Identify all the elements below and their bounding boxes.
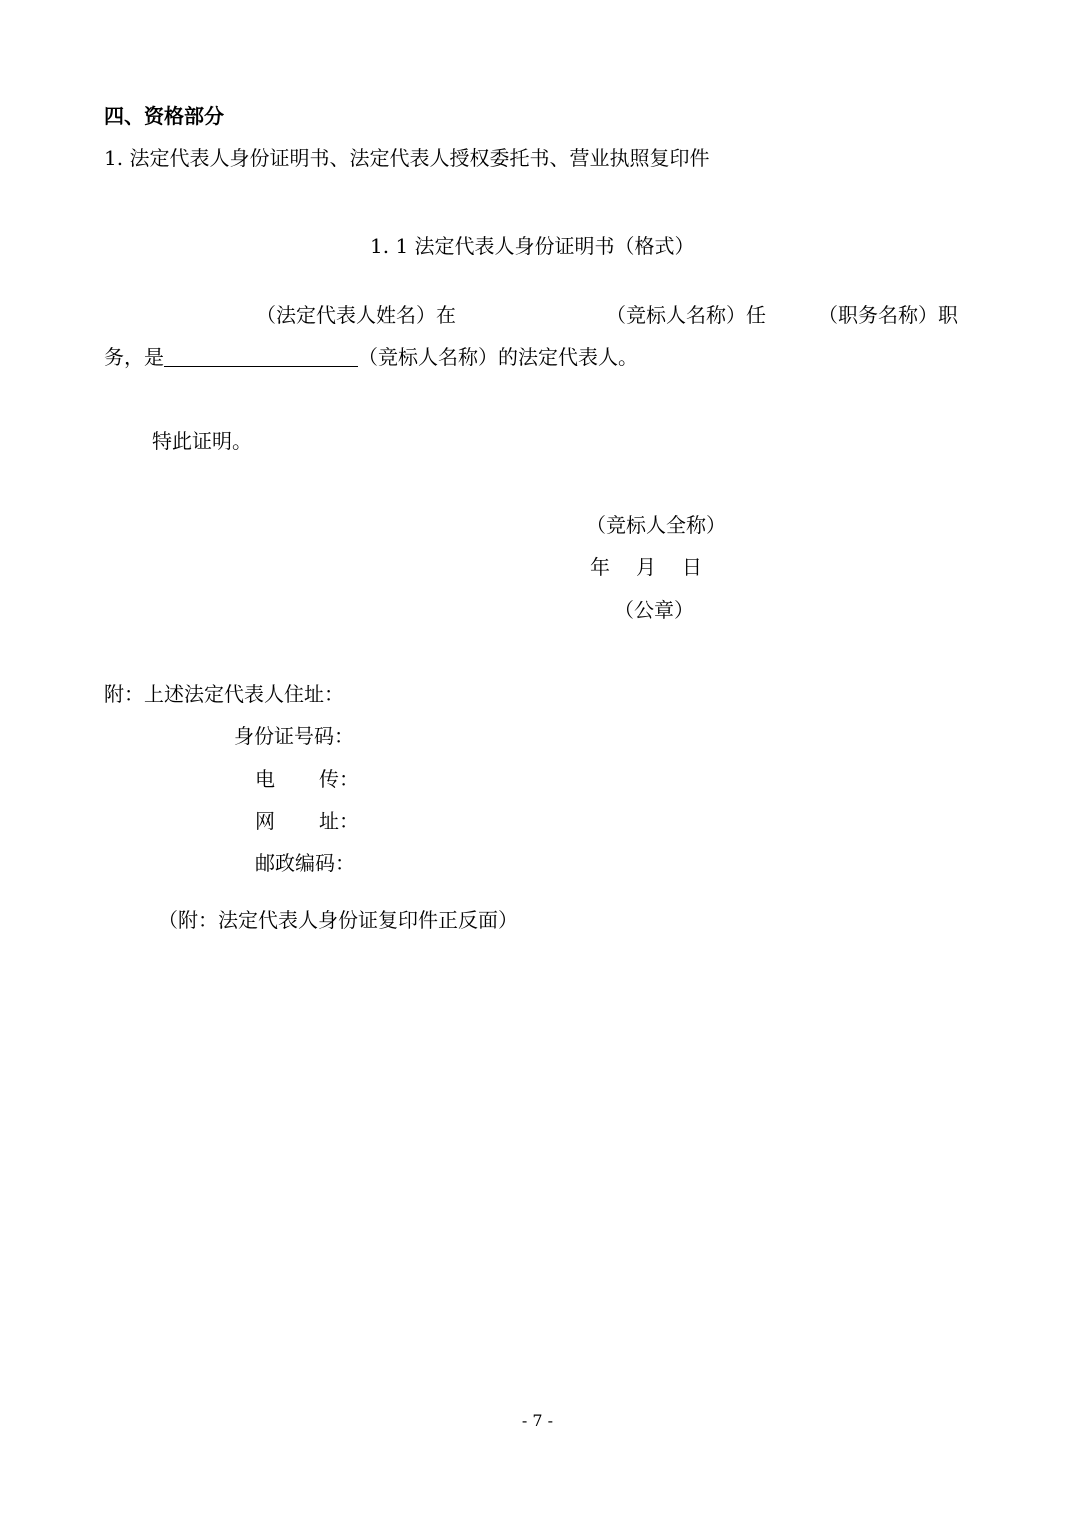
section-heading: 四、资格部分	[104, 104, 224, 128]
website-label-part2: 址：	[319, 809, 359, 833]
line2-prefix: 务，是	[104, 345, 164, 369]
closing-statement: 特此证明。	[152, 429, 252, 453]
date-month-label: 月	[636, 555, 656, 579]
legal-rep-name-placeholder: （法定代表人姓名）在	[256, 303, 456, 327]
line2-suffix: （竞标人名称）的法定代表人。	[358, 345, 638, 369]
address-label: 附：上述法定代表人住址：	[104, 682, 344, 706]
page-number: - 7 -	[521, 1411, 554, 1430]
certificate-line-1	[256, 301, 958, 329]
section-item-title: 1. 法定代表人身份证明书、法定代表人授权委托书、营业执照复印件	[104, 146, 710, 170]
bidder-name-placeholder: （竞标人名称）任	[606, 303, 766, 327]
fax-label	[255, 765, 359, 793]
postal-code-label: 邮政编码：	[255, 851, 355, 875]
id-number-label: 身份证号码：	[234, 724, 354, 748]
signature-date	[590, 553, 702, 581]
website-label-part1: 网	[255, 809, 275, 833]
attachment-note: （附：法定代表人身份证复印件正反面）	[158, 908, 518, 932]
certificate-line-2	[104, 343, 638, 371]
date-day-label: 日	[682, 555, 702, 579]
bidder-name-blank	[164, 346, 358, 367]
certificate-title: 1. 1 法定代表人身份证明书（格式）	[370, 234, 695, 258]
company-seal-label: （公章）	[614, 598, 694, 622]
date-year-label: 年	[590, 555, 610, 579]
fax-label-part1: 电	[255, 767, 275, 791]
position-name-placeholder: （职务名称）职	[818, 303, 958, 327]
website-label	[255, 807, 359, 835]
bidder-full-name-signature: （竞标人全称）	[586, 513, 726, 537]
fax-label-part2: 传：	[319, 767, 359, 791]
